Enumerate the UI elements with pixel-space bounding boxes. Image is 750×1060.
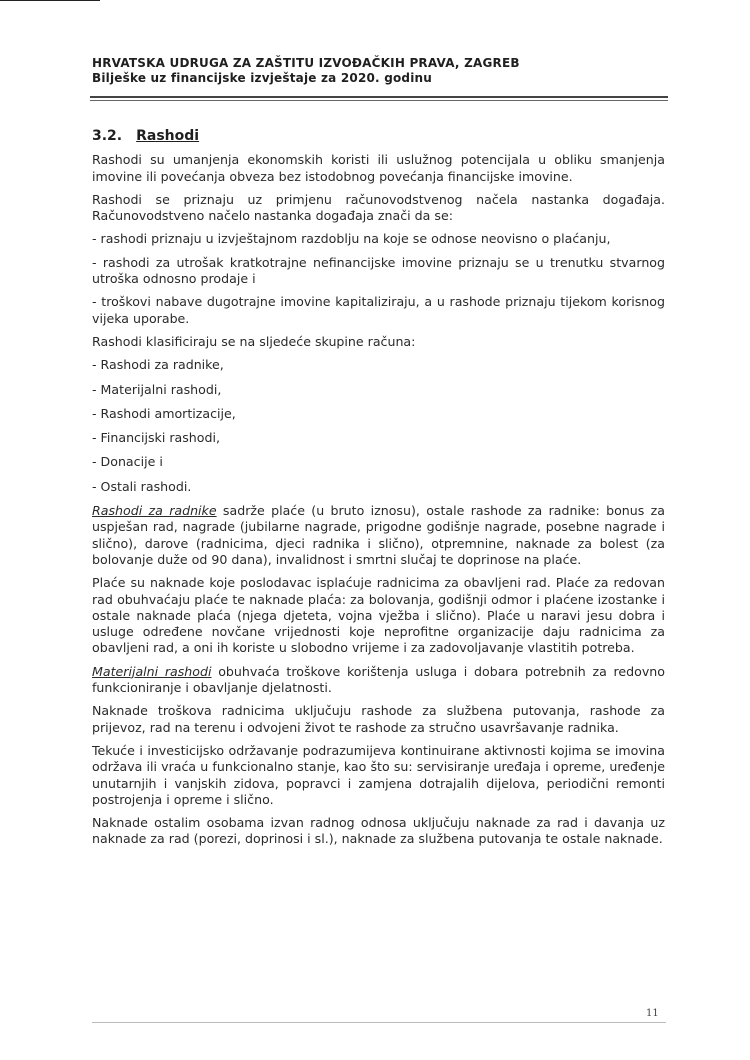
organization-title: HRVATSKA UDRUGA ZA ZAŠTITU IZVOĐAČKIH PRAVA, ZAGREB xyxy=(92,56,520,70)
section-number: 3.2. xyxy=(92,128,123,144)
paragraph-definition: Rashodi su umanjenja ekonomskih koristi ili uslužnog potencijala u obliku smanjenja imovine ili povećanja obveza bez istodobnog povećanja financijske imovine. xyxy=(92,152,665,184)
bullet-item: - rashodi priznaju u izvještajnom razdoblju na koje se odnose neovisno o plaćanju, xyxy=(92,231,611,247)
header-rule-thin xyxy=(90,100,668,101)
top-edge-line xyxy=(0,0,100,1)
bullet-item: - troškovi nabave dugotrajne imovine kapitaliziraju, a u rashode priznaju tijekom korisnog vijeka uporabe. xyxy=(92,294,665,326)
page-number: 11 xyxy=(646,1008,659,1019)
section-heading xyxy=(92,128,665,144)
paragraph-recognition: Rashodi se priznaju uz primjenu računovodstvenog načela nastanka događaja. Računovodstveno načelo nastanka događaja znači da se: xyxy=(92,191,665,224)
paragraph-material-expenses xyxy=(92,664,665,697)
paragraph-employee-expenses xyxy=(92,503,665,568)
footer-rule xyxy=(92,1022,666,1023)
group-item: - Rashodi za radnike, xyxy=(92,357,224,373)
document-header xyxy=(92,56,667,86)
group-item: - Materijalni rashodi, xyxy=(92,381,222,397)
group-item: - Rashodi amortizacije, xyxy=(92,405,236,421)
group-item: - Ostali rashodi. xyxy=(92,478,192,494)
group-item: - Financijski rashodi, xyxy=(92,430,220,446)
paragraph-employee-reimbursements: Naknade troškova radnicima uključuju rashode za službena putovanja, rashode za prijevoz, rad na terenu i odvojeni život te rashode za stručno usavršavanje radnika. xyxy=(92,703,665,735)
paragraph-material-expenses-text: obuhvaća troškove korištenja usluga i dobara potrebnih za redovno funkcioniranje i obavljanje djelatnosti. xyxy=(92,663,665,696)
section-title: Rashodi xyxy=(136,128,200,144)
header-rule-thick xyxy=(90,96,668,98)
term-employee-expenses: Rashodi za radnike xyxy=(92,503,217,519)
paragraph-classification: Rashodi klasificiraju se na sljedeće skupine računa: xyxy=(92,333,416,349)
paragraph-other-persons: Naknade ostalim osobama izvan radnog odnosa uključuju naknade za rad i davanja uz naknade za rad (porezi, doprinosi i sl.), naknade za službena putovanja te ostale naknade. xyxy=(92,815,665,847)
document-body xyxy=(92,128,665,855)
term-material-expenses: Materijalni rashodi xyxy=(92,663,212,679)
paragraph-maintenance: Tekuće i investicijsko održavanje podrazumijeva kontinuirane aktivnosti kojima se imovina održava ili vraća u funkcionalno stanje, kao što su: servisiranje uređaja i opreme, uređenje unutarnjih i vanjskih zidova, popravci i zamjena dotrajalih dijelova, periodični remonti postrojenja i opreme i slično. xyxy=(92,742,665,807)
bullet-item: - rashodi za utrošak kratkotrajne nefinancijske imovine priznaju se u trenutku stvarnog utroška odnosno prodaje i xyxy=(92,254,665,287)
paragraph-employee-expenses-text: sadrže plaće (u bruto iznosu), ostale rashode za radnike: bonus za uspješan rad, nagrade (jubilarne nagrade, prigodne godišnje nagrade, posebne nagrade i slično), darove (radnicima, djeci radnika i slično), otpremnine, naknade za bolest (za bolovanje duže od 90 dana), invalidnost i smrtni slučaj te doprinose na plaće. xyxy=(92,503,665,567)
document-subtitle: Bilješke uz financijske izvještaje za 2020. godinu xyxy=(92,71,433,85)
paragraph-salaries: Plaće su naknade koje poslodavac isplaćuje radnicima za obavljeni rad. Plaće za redovan rad obuhvaćaju plaće te naknade plaća: za bolovanja, godišnji odmor i plaćene izostanke i ostale naknade plaća (njega djeteta, vojna vježba i slično). Plaće u naravi jesu dobra i usluge određene novčane vrijednosti koje neprofitne organizacije daju radnicima za obavljeni rad, a oni ih koriste u slobodno vrijeme i za zadovoljavanje vlastitih potreba. xyxy=(92,575,665,656)
group-item: - Donacije i xyxy=(92,454,163,470)
